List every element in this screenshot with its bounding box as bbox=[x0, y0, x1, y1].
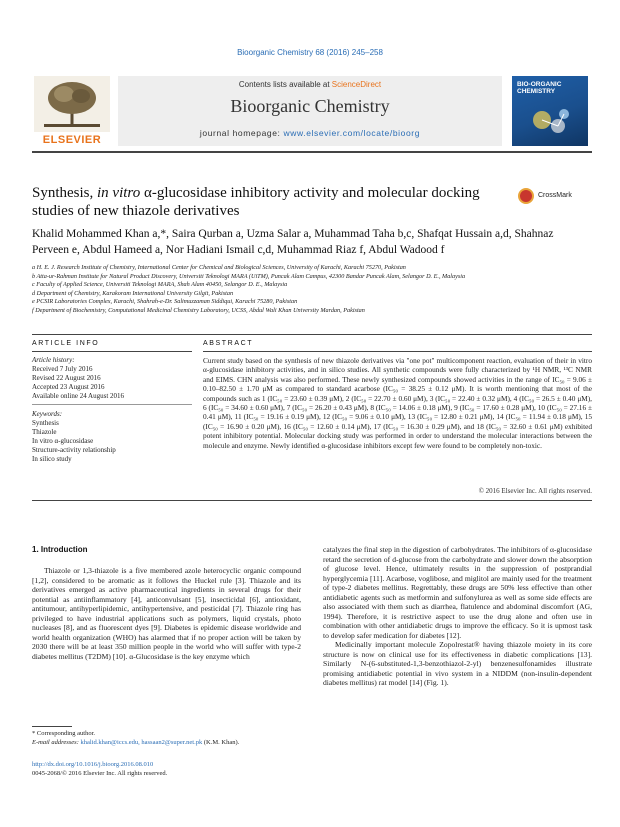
title-text-italic: in vitro bbox=[97, 185, 141, 201]
doi-link[interactable]: http://dx.doi.org/10.1016/j.bioorg.2016.08.010 bbox=[32, 761, 154, 768]
homepage-prefix: journal homepage: bbox=[199, 128, 284, 138]
journal-homepage bbox=[118, 128, 502, 138]
author-list: Khalid Mohammed Khan a,*, Saira Qurban a, Uzma Salar a, Muhammad Taha b,c, Shafqat Hussain a,d, Shahnaz Perveen e, Abdul Hameed a, Nor Hadiani Ismail c,d, Muhammad Riaz f, Abdul Wadood f bbox=[32, 228, 554, 256]
email-line bbox=[32, 739, 301, 748]
history-label: Article history: bbox=[32, 356, 75, 364]
affiliation-c: c Faculty of Applied Science, Universiti Teknologi MARA, Shah Alam 40450, Selangor D. E., Malaysia bbox=[32, 281, 288, 289]
journal-cover-image[interactable] bbox=[512, 76, 588, 146]
abstract-text: Current study based on the synthesis of new thiazole derivatives via "one pot" multicomponent reaction, evaluation of their in vitro α-glucosidase inhibitory activities, and in silico studies. All synthetic compounds were fully characterized by ¹H NMR, ¹³C NMR and EIMS. CHN analysis was also performed. These newly synthesized compounds showed activities in the range of IC₅₀ = 9.06 ± 0.10–82.50 ± 1.70 μM as compared to standard acarbose (IC₅₀ = 38.25 ± 0.12 μM). It is worth mentioning that most of the compounds such as 1 (IC₅₀ = 23.60 ± 0.39 μM), 2 (IC₅₀ = 22.70 ± 0.60 μM), 3 (IC₅₀ = 22.40 ± 0.32 μM), 4 (IC₅₀ = 26.5 ± 0.40 μM), 6 (IC₅₀ = 34.60 ± 0.60 μM), 7 (IC₅₀ = 26.20 ± 0.43 μM), 8 (IC₅₀ = 14.06 ± 0.18 μM), 9 (IC₅₀ = 17.60 ± 0.28 μM), 10 (IC₅₀ = 27.16 ± 0.41 μM), 11 (IC₅₀ = 19.16 ± 0.19 μM), 12 (IC₅₀ = 9.06 ± 0.10 μM), 13 (IC₅₀ = 12.80 ± 0.21 μM), 14 (IC₅₀ = 11.94 ± 0.18 μM), 15 (IC₅₀ = 16.90 ± 0.20 μM), 16 (IC₅₀ = 12.60 ± 0.14 μM), 17 (IC₅₀ = 16.30 ± 0.29 μM), and 18 (IC₅₀ = 32.60 ± 0.61 μM) exhibited potent inhibitory potential. Molecular docking study was performed in order to understand the molecular interactions between the molecule and enzyme. Newly identified α-glucosidase inhibitors except few were found to be completely non-toxic. bbox=[203, 356, 592, 450]
body-left-column bbox=[32, 566, 301, 661]
keyword-item: Thiazole bbox=[32, 428, 57, 436]
contents-line bbox=[118, 80, 502, 89]
title-text-start: Synthesis, bbox=[32, 185, 98, 201]
body-right-column bbox=[323, 545, 592, 688]
doi-block bbox=[32, 760, 301, 778]
body-paragraph: Thiazole or 1,3-thiazole is a five membered azole heterocyclic organic compound [1,2], considered to be aromatic as it follows the Huckel rule [3]. Thiazole and its derivatives emerged as active pharmaceutical ingredients in several drugs for their potential as antiinflammatory [4], anticonvulsant [5], insecticidal [6], antioxidant, antitumour, antihyperlipidemic, antihypertensive, and pesticidal [7]. Thiazole ring has privileged to have industrial applications such as polymers, liquid crystals, photo nucleases [8], and as fluorescent dyes [9]. Diabetes is epidemic disease worldwide and world health organization (WHO) has alarmed that if no proper action will be taken by 2030 there will be at least 350 million people in the world who will suffer with type-2 diabetes mellitus (T2DM) [10]. α-Glucosidase is the key enzyme which bbox=[32, 566, 301, 661]
journal-title: Bioorganic Chemistry bbox=[230, 96, 390, 116]
title-block-rule bbox=[32, 334, 592, 335]
crossmark-label: CrossMark bbox=[538, 192, 572, 199]
history-revised: Revised 22 August 2016 bbox=[32, 374, 101, 382]
article-info-heading: ARTICLE INFO bbox=[32, 340, 100, 347]
affiliation-f: f Department of Biochemistry, Computational Medicinal Chemistry Laboratory, UCSS, Abdul Wali Khan University Mardan, Pakistan bbox=[32, 306, 365, 314]
footnote-rule bbox=[32, 726, 72, 727]
section-heading-introduction: 1. Introduction bbox=[32, 545, 88, 554]
keyword-item: In silico study bbox=[32, 455, 72, 463]
article-title bbox=[32, 184, 492, 220]
keywords-label: Keywords: bbox=[32, 410, 63, 418]
keywords bbox=[32, 410, 192, 464]
running-head[interactable]: Bioorganic Chemistry 68 (2016) 245–258 bbox=[237, 48, 383, 57]
keywords-rule bbox=[32, 404, 192, 405]
corresponding-author-footnote bbox=[32, 730, 301, 747]
abstract-copyright: © 2016 Elsevier Inc. All rights reserved. bbox=[478, 487, 592, 495]
cover-molecule-icon bbox=[512, 76, 588, 146]
affiliations bbox=[32, 264, 592, 316]
contents-prefix: Contents lists available at bbox=[238, 80, 332, 89]
history-received: Received 7 July 2016 bbox=[32, 365, 93, 373]
crossmark-button[interactable] bbox=[518, 188, 598, 206]
elsevier-logo[interactable] bbox=[34, 76, 110, 146]
crossmark-icon bbox=[518, 188, 534, 204]
cover-title: BIO-ORGANIC CHEMISTRY bbox=[517, 81, 562, 95]
elsevier-tree-icon bbox=[34, 76, 110, 132]
keyword-item: In vitro α-glucosidase bbox=[32, 437, 94, 445]
affiliation-d: d Department of Chemistry, Karakoram International University Gilgit, Pakistan bbox=[32, 289, 234, 297]
email-label: E-mail addresses: bbox=[32, 738, 81, 746]
email-links[interactable]: khalid.khan@iccs.edu, hassaan2@super.net.pk bbox=[80, 738, 203, 746]
header-rule bbox=[32, 151, 592, 153]
abstract-heading: ABSTRACT bbox=[203, 340, 254, 347]
abstract-rule bbox=[203, 351, 592, 352]
issn-line: 0045-2068/© 2016 Elsevier Inc. All rights reserved. bbox=[32, 770, 168, 777]
email-suffix: (K.M. Khan). bbox=[202, 738, 240, 746]
corresponding-label: * Corresponding author. bbox=[32, 730, 96, 737]
homepage-url-link[interactable]: www.elsevier.com/locate/bioorg bbox=[283, 128, 421, 138]
article-history bbox=[32, 356, 192, 401]
body-paragraph: Medicinally important molecule Zopolrestat® having thiazole moiety in its core structure is now on clinical use for its effectiveness in diabetic complications [13]. Similarly N-(6-substituted-1,3-benzothiazol-2-yl) benzenesulfonamides illustrate promising antidiabetic potential in vivo system in a NIDDM (non-insulin-dependent diabetes mellitus) rat model [14] (Fig. 1). bbox=[323, 640, 592, 687]
title-text-end: α-glucosidase inhibitory activity and molecular docking studies of new thiazole derivatives bbox=[32, 185, 480, 219]
abstract-bottom-rule bbox=[32, 500, 592, 501]
keyword-item: Structure-activity relationship bbox=[32, 446, 116, 454]
affiliation-e: e PCSIR Laboratories Complex, Karachi, Shahrah-e-Dr. Salimuzzaman Siddiqui, Karachi 75280, Pakistan bbox=[32, 298, 298, 306]
sciencedirect-link[interactable]: ScienceDirect bbox=[331, 80, 382, 89]
affiliation-b: b Atta-ur-Rahman Institute for Natural Product Discovery, Universiti Teknologi MARA (UiTM), Puncak Alam Campus, 42300 Bandar Puncak Alam, Selangor D. E., Malaysia bbox=[32, 272, 466, 280]
history-online: Available online 24 August 2016 bbox=[32, 392, 125, 400]
body-paragraph: catalyzes the final step in the digestion of carbohydrates. The inhibitors of α-glucosidase retard the secretion of d-glucose from the carbohydrate and slower down the absorption of glucose level. Hence, ultimately results in the suppression of postprandial hyperglycemia [11]. Acarbose, voglibose, and miglitol are mainly used for the treatment of type-2 diabetes mellitus. Regrettably, these drugs are 50% less effective than other antidiabetic agents such as metformin and sulfonylurea as well as some side effects are also associated with them such as diarrhea, flatulence and abdominal discomfort (AG, 1994). Therefore, it is restrictive aspect to use the drug alone and often use in combination with other antidiabetic drugs to improve the efficacy. So it is upmost task to develop safer medication for diabetes [12]. bbox=[323, 545, 592, 640]
affiliation-a: a H. E. J. Research Institute of Chemistry, International Center for Chemical and Biological Sciences, University of Karachi, Karachi 75270, Pakistan bbox=[32, 264, 406, 271]
article-info-rule bbox=[32, 351, 192, 352]
elsevier-wordmark: ELSEVIER bbox=[42, 134, 102, 146]
history-accepted: Accepted 23 August 2016 bbox=[32, 383, 105, 391]
keyword-item: Synthesis bbox=[32, 419, 59, 427]
